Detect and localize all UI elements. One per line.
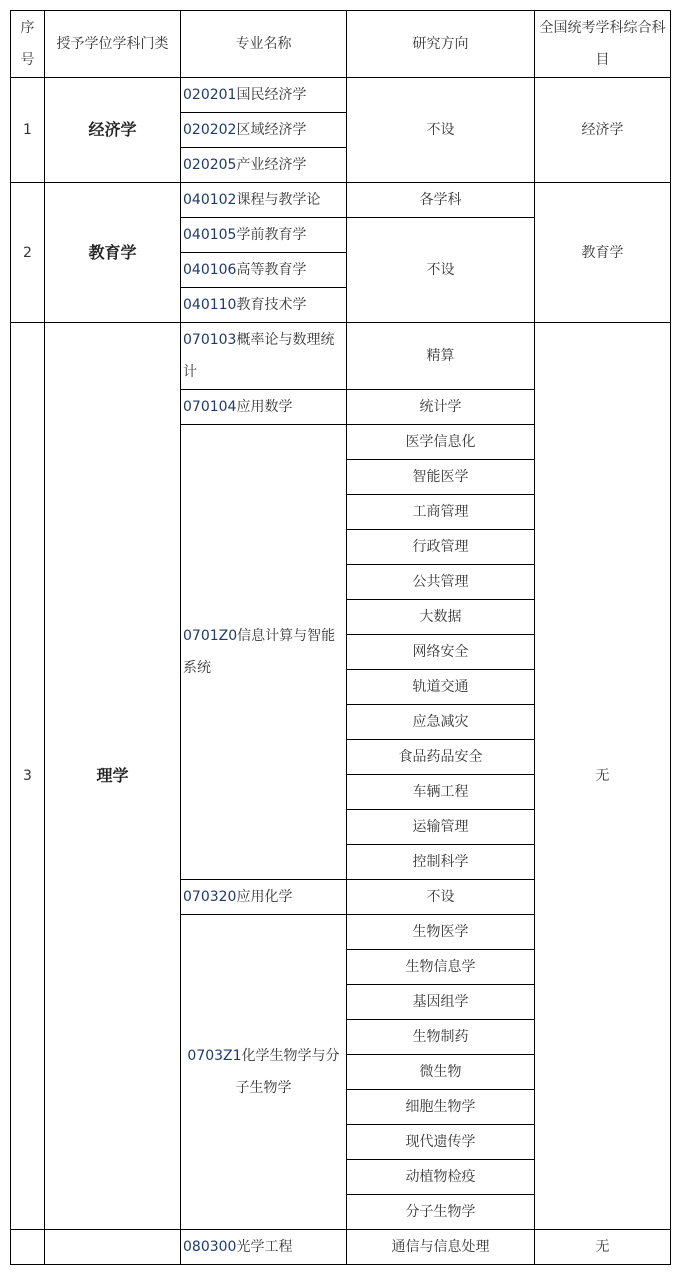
major-name: [181, 1230, 347, 1265]
major-code: 0703Z1: [187, 1048, 242, 1064]
major-name: [181, 288, 347, 323]
research-direction: 各学科: [347, 183, 535, 218]
exam-subject: 教育学: [535, 183, 671, 323]
major-name: [181, 148, 347, 183]
header-no: 序号: [11, 11, 45, 78]
major-title: 信息计算与智能系统: [183, 628, 336, 676]
major-title: 课程与教学论: [236, 192, 321, 208]
research-direction: 公共管理: [347, 565, 535, 600]
research-direction: 不设: [347, 218, 535, 323]
row-number: 1: [11, 78, 45, 183]
research-direction: 医学信息化: [347, 425, 535, 460]
major-title: 区域经济学: [236, 122, 307, 138]
major-code: 040106: [183, 262, 237, 278]
research-direction: 生物医学: [347, 915, 535, 950]
major-code: 040105: [183, 227, 237, 243]
major-code: 080300: [183, 1239, 237, 1255]
major-name: [181, 78, 347, 113]
major-title: 学前教育学: [236, 227, 307, 243]
header-exam: 全国统考学科综合科目: [535, 11, 671, 78]
major-code: 070104: [183, 399, 237, 415]
major-name: [181, 113, 347, 148]
major-title: 化学生物学与分子生物学: [235, 1048, 340, 1096]
row-number: 2: [11, 183, 45, 323]
major-name: [181, 390, 347, 425]
research-direction: 控制科学: [347, 845, 535, 880]
major-code: 070320: [183, 889, 237, 905]
research-direction: 基因组学: [347, 985, 535, 1020]
major-title: 教育技术学: [236, 297, 307, 313]
header-category: 授予学位学科门类: [45, 11, 181, 78]
major-name: [181, 218, 347, 253]
research-direction: 运输管理: [347, 810, 535, 845]
exam-subject: 无: [535, 323, 671, 1230]
research-direction: 通信与信息处理: [347, 1230, 535, 1265]
exam-subject: 经济学: [535, 78, 671, 183]
row-number: 3: [11, 323, 45, 1230]
research-direction: 大数据: [347, 600, 535, 635]
major-code: 040110: [183, 297, 237, 313]
major-code: 020201: [183, 87, 237, 103]
research-direction: 细胞生物学: [347, 1090, 535, 1125]
exam-subject: 无: [535, 1230, 671, 1265]
degree-category: 理学: [45, 323, 181, 1230]
research-direction: 生物制药: [347, 1020, 535, 1055]
major-code: 0701Z0: [183, 628, 238, 644]
major-code: 020205: [183, 157, 237, 173]
table-row: [11, 1230, 671, 1265]
major-title: 高等教育学: [236, 262, 307, 278]
research-direction: 微生物: [347, 1055, 535, 1090]
research-direction: 统计学: [347, 390, 535, 425]
major-title: 应用化学: [236, 889, 293, 905]
research-direction: 精算: [347, 323, 535, 390]
major-code: 020202: [183, 122, 237, 138]
research-direction: 现代遗传学: [347, 1125, 535, 1160]
header-direction: 研究方向: [347, 11, 535, 78]
research-direction: 网络安全: [347, 635, 535, 670]
major-code: 040102: [183, 192, 237, 208]
major-name: [181, 915, 347, 1230]
major-title: 国民经济学: [236, 87, 307, 103]
research-direction: 动植物检疫: [347, 1160, 535, 1195]
major-title: 光学工程: [236, 1239, 293, 1255]
research-direction: 分子生物学: [347, 1195, 535, 1230]
research-direction: 行政管理: [347, 530, 535, 565]
research-direction: 智能医学: [347, 460, 535, 495]
major-name: [181, 880, 347, 915]
research-direction: 工商管理: [347, 495, 535, 530]
major-title: 概率论与数理统计: [183, 332, 335, 380]
program-table: [10, 10, 671, 1265]
degree-category: [45, 1230, 181, 1265]
degree-category: 经济学: [45, 78, 181, 183]
research-direction: 生物信息学: [347, 950, 535, 985]
row-number: [11, 1230, 45, 1265]
table-row: [11, 323, 671, 390]
research-direction: 车辆工程: [347, 775, 535, 810]
table-row: [11, 183, 671, 218]
major-name: [181, 183, 347, 218]
research-direction: 应急减灾: [347, 705, 535, 740]
research-direction: 不设: [347, 78, 535, 183]
major-name: [181, 253, 347, 288]
research-direction: 轨道交通: [347, 670, 535, 705]
header-major: 专业名称: [181, 11, 347, 78]
major-code: 070103: [183, 332, 237, 348]
degree-category: 教育学: [45, 183, 181, 323]
header-row: [11, 11, 671, 78]
major-title: 产业经济学: [236, 157, 307, 173]
major-name: [181, 425, 347, 880]
major-name: [181, 323, 347, 390]
research-direction: 不设: [347, 880, 535, 915]
major-title: 应用数学: [236, 399, 293, 415]
research-direction: 食品药品安全: [347, 740, 535, 775]
table-row: [11, 78, 671, 113]
